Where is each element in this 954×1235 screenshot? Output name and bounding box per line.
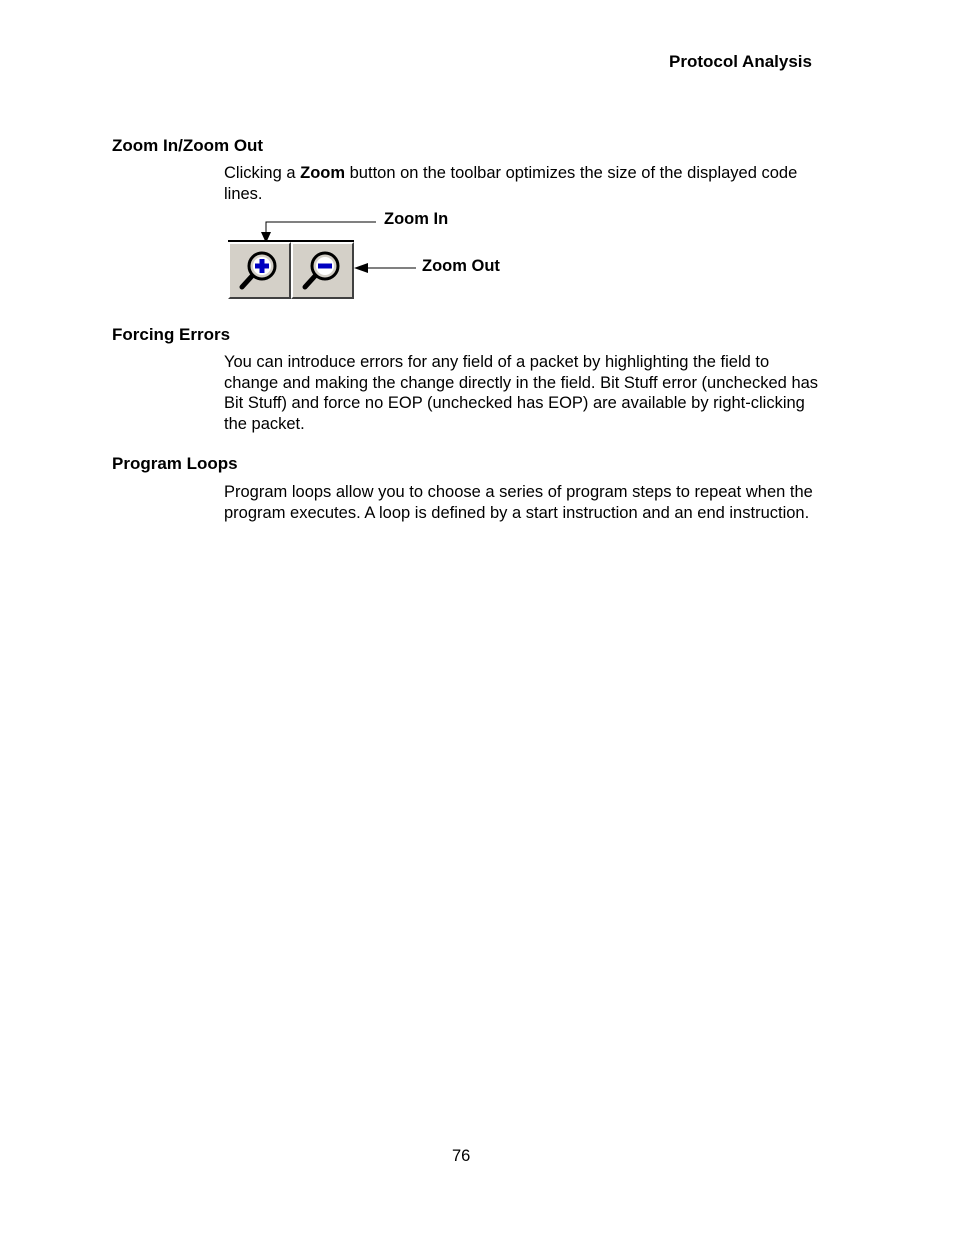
- zoom-in-icon: [236, 248, 282, 292]
- section-heading-program-loops: Program Loops: [112, 454, 238, 473]
- zoom-in-button[interactable]: [228, 242, 291, 299]
- zoom-out-icon: [299, 248, 345, 292]
- page-header-title: Protocol Analysis: [669, 52, 812, 71]
- zoom-out-button[interactable]: [291, 242, 354, 299]
- callout-zoom-out-label: Zoom Out: [422, 257, 500, 275]
- zoom-toolbar: [228, 240, 354, 299]
- zoom-description: [224, 163, 824, 204]
- callout-zoom-in-label: Zoom In: [384, 210, 449, 228]
- zoom-text-before: Clicking a: [224, 164, 301, 182]
- section-heading-forcing-errors: Forcing Errors: [112, 325, 231, 344]
- zoom-text-bold: Zoom: [300, 164, 346, 182]
- page-number: 76: [452, 1147, 471, 1165]
- forcing-errors-text: You can introduce errors for any field of a packet by highlighting the field to change and making the change directly in the field. Bit Stuff error (unchecked has Bit Stuff) and force no EOP (unchecked has EOP) are available by right-clicking the packet.: [224, 353, 819, 433]
- program-loops-text: Program loops allow you to choose a series of program steps to repeat when the program executes. A loop is defined by a start instruction and an end instruction.: [224, 483, 813, 522]
- zoom-text-after: button on the toolbar optimizes the size of the displayed code lines.: [224, 164, 798, 203]
- section-heading-zoom: Zoom In/Zoom Out: [112, 136, 264, 155]
